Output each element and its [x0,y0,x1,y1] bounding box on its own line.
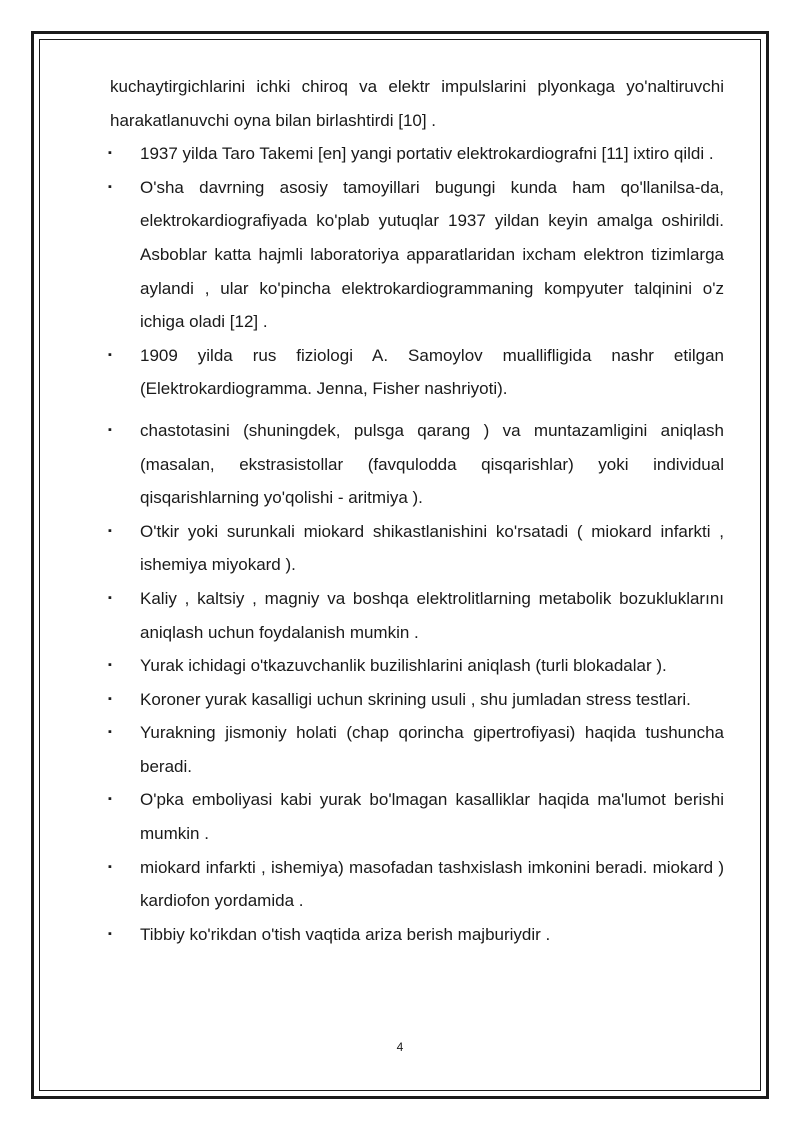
bullet-icon: ▪ [108,659,112,672]
list-item-text: chastotasini (shuningdek, pulsga qarang ) va muntazamligini aniqlash (masalan, ekstrasistollar (favqulodda qisqarishlar) yoki individual qisqarishlarning yo'qolishi - aritmiya ). [140,420,724,508]
list-item [110,414,724,515]
list-item-text: O'pka emboliyasi kabi yurak bo'lmagan kasalliklar haqida ma'lumot berishi mumkin . [140,790,724,844]
bullet-icon: ▪ [108,591,112,604]
bullet-icon: ▪ [108,180,112,193]
list-item-text: O'tkir yoki surunkali miokard shikastlanishini ko'rsatadi ( miokard infarkti , ishemiya miyokard ). [140,521,724,575]
list-item-text: Yurakning jismoniy holati (chap qorincha gipertrofiyasi) haqida tushuncha beradi. [140,723,724,776]
list-item-text: 1937 yilda Taro Takemi [en] yangi portativ elektrokardiografni [11] ixtiro qildi . [140,144,714,164]
bullet-icon: ▪ [108,726,112,739]
list-item-text: Tibbiy ko'rikdan o'tish vaqtida ariza berish majburiydir . [140,924,551,944]
bullet-icon: ▪ [108,927,112,940]
list-item-text: Yurak ichidagi o'tkazuvchanlik buzilishlarini aniqlash (turli blokadalar ). [140,656,667,676]
bullet-icon: ▪ [108,692,112,705]
list-item [110,683,724,717]
list-item-text: miokard infarkti , ishemiya) masofadan tashxislash imkonini beradi. miokard ) kardiofon yordamida . [140,857,724,911]
bullet-icon: ▪ [108,793,112,806]
list-item [110,515,724,582]
list-item [110,649,724,683]
list-item [110,783,724,850]
list-item-text: Koroner yurak kasalligi uchun skrining usuli , shu jumladan stress testlari. [140,689,691,709]
list-item [110,137,724,171]
list-item-text: 1909 yilda rus fiziologi A. Samoylov muallifligida nashr etilgan (Elektrokardiogramma. Jenna, Fisher nashriyoti). [140,345,724,399]
document-body [110,70,724,951]
list-item [110,339,724,406]
bullet-icon: ▪ [108,524,112,537]
list-item [110,171,724,339]
list-item [110,918,724,952]
list-item-text: O'sha davrning asosiy tamoyillari bugungi kunda ham qo'llanilsa-da, elektrokardiografiyada ko'plab yutuqlar 1937 yildan keyin amalga oshirildi. Asboblar katta hajmli laboratoriya apparatlaridan ixcham elektron tizimlarga aylandi , ular ko'pincha elektrokardiogrammaning kompyuter talqinini o'z ichiga oladi [12] . [140,177,724,332]
list-item [110,716,724,783]
page-number: 4 [396,1040,404,1054]
list-item [110,582,724,649]
list-item-text: Kaliy , kaltsiy , magniy va boshqa elektrolitlarning metabolik bozukluklarını aniqlash uchun foydalanish mumkin . [140,588,724,642]
bullet-icon: ▪ [108,423,112,436]
bullet-icon: ▪ [108,147,112,160]
bullet-icon: ▪ [108,348,112,361]
list-item [110,851,724,918]
intro-paragraph: kuchaytirgichlarini ichki chiroq va elektr impulslarini plyonkaga yo'naltiruvchi harakatlanuvchi oyna bilan birlashtirdi [10] . [110,77,724,130]
bullet-icon: ▪ [108,860,112,873]
